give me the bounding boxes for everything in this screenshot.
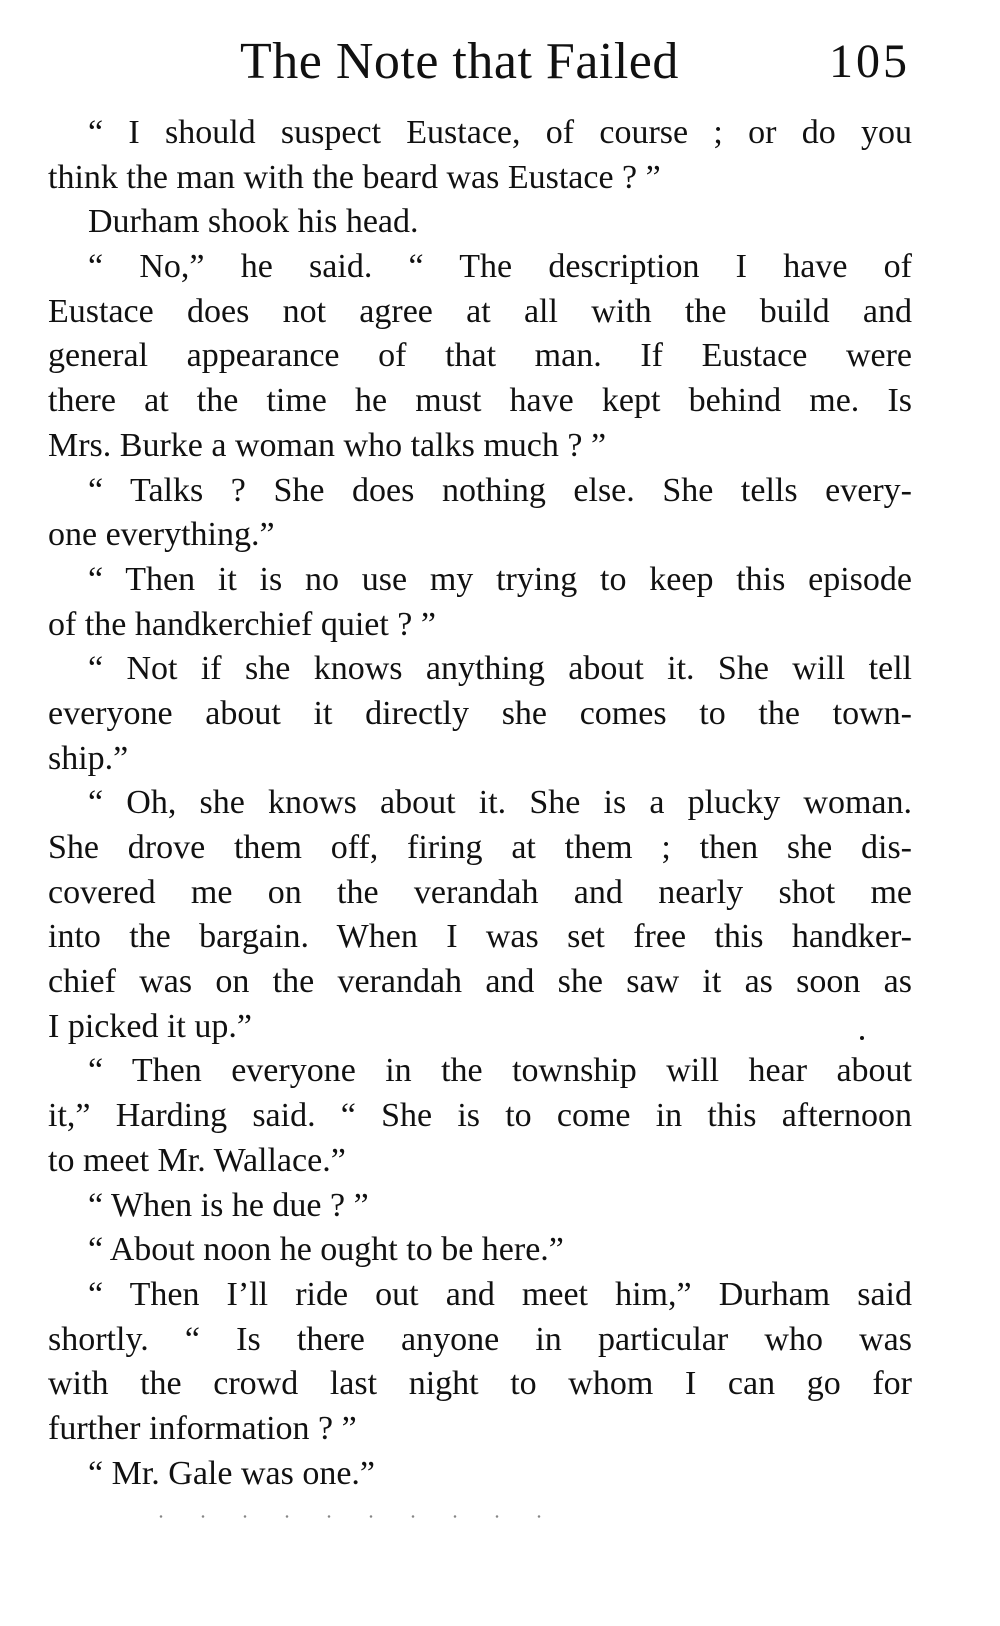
text-line: I picked it up.” [48, 1007, 252, 1045]
text-line: “ No,” he said. “ The description I have of [88, 248, 912, 286]
text-line: “ When is he due ? ” [88, 1186, 369, 1224]
text-line: ship.” [48, 739, 129, 777]
body-text [48, 111, 912, 1496]
text-line: think the man with the beard was Eustace ? ” [48, 158, 661, 196]
text-line: “ Not if she knows anything about it. She will tell [88, 650, 912, 688]
text-line: everyone about it directly she comes to the town- [48, 694, 912, 732]
text-line: of the handkerchief quiet ? ” [48, 605, 436, 643]
text-line: shortly. “ Is there anyone in particular who was [48, 1320, 912, 1358]
text-line: “ Talks ? She does nothing else. She tells every- [88, 471, 912, 509]
page-number: 105 [829, 35, 910, 88]
text-line: She drove them off, firing at them ; then she dis- [48, 829, 912, 866]
chapter-title: The Note that Failed [240, 33, 679, 90]
running-header [240, 30, 910, 94]
text-line: general appearance of that man. If Eustace were [48, 337, 912, 375]
text-line: “ Oh, she knows about it. She is a plucky woman. [88, 784, 912, 822]
text-line: “ Then it is no use my trying to keep this episode [88, 560, 912, 598]
text-line: “ I should suspect Eustace, of course ; or do you [88, 114, 912, 151]
text-line: it,” Harding said. “ She is to come in this afternoon [48, 1097, 912, 1135]
text-line: chief was on the verandah and she saw it as soon as [48, 963, 912, 1001]
text-line: to meet Mr. Wallace.” [48, 1141, 346, 1179]
cut-off-line-fragment [140, 1515, 570, 1518]
text-line: Eustace does not agree at all with the build and [48, 292, 912, 330]
text-line: covered me on the verandah and nearly shot me [48, 873, 912, 911]
text-line: there at the time he must have kept behind me. Is [48, 382, 912, 420]
text-line: Mrs. Burke a woman who talks much ? ” [48, 426, 607, 464]
text-line: “ Mr. Gale was one.” [88, 1454, 376, 1492]
text-line: further information ? ” [48, 1409, 357, 1447]
text-line: into the bargain. When I was set free this handker- [48, 918, 912, 956]
text-line: “ About noon he ought to be here.” [88, 1231, 564, 1269]
stray-dot [860, 1036, 864, 1040]
text-line: with the crowd last night to whom I can go for [48, 1365, 912, 1403]
text-line: Durham shook his head. [88, 203, 419, 241]
text-line: “ Then everyone in the township will hear about [88, 1052, 912, 1090]
text-line: one everything.” [48, 516, 275, 554]
text-line: “ Then I’ll ride out and meet him,” Durham said [88, 1275, 912, 1313]
